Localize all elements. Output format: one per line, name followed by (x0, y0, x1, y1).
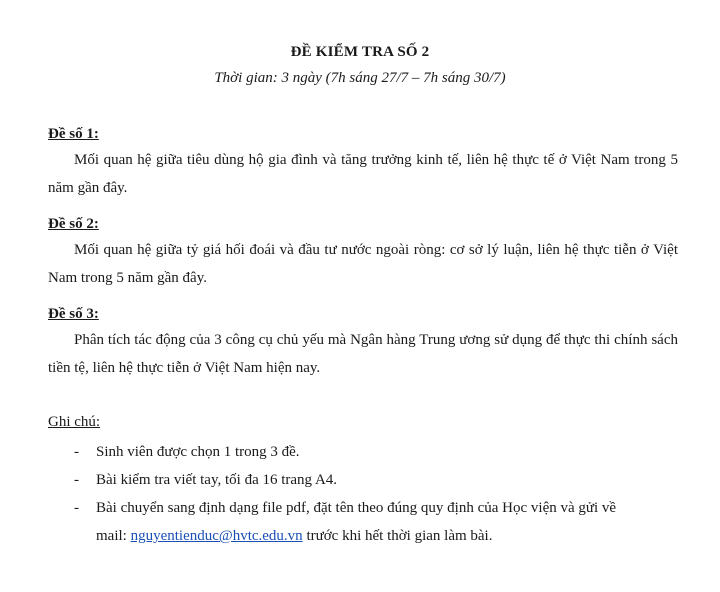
note-item-1 (48, 438, 678, 466)
topic-3-text: Phân tích tác động của 3 công cụ chủ yếu mà Ngân hàng Trung ương sử dụng để thực thi chính sách tiền tệ, liên hệ thực tiễn ở Việt Nam hiện nay. (48, 332, 678, 376)
topic-1-heading: Đề số 1: (48, 126, 99, 142)
note-item-2-text: Bài kiểm tra viết tay, tối đa 16 trang A4. (96, 472, 338, 488)
notes-section (48, 412, 678, 550)
topic-2-heading: Đề số 2: (48, 216, 99, 232)
topic-2-text: Mối quan hệ giữa tỷ giá hối đoái và đầu tư nước ngoài ròng: cơ sở lý luận, liên hệ thực tiễn ở Việt Nam trong 5 năm gần đây. (48, 242, 678, 286)
mail-label: mail: (96, 528, 127, 544)
bullet-dash: - (74, 500, 79, 516)
topic-2 (48, 214, 678, 292)
topic-3-heading: Đề số 3: (48, 306, 99, 322)
page-title: ĐỀ KIỂM TRA SỐ 2 (290, 44, 430, 60)
note-item-1-text: Sinh viên được chọn 1 trong 3 đề. (96, 444, 300, 460)
topic-1-text: Mối quan hệ giữa tiêu dùng hộ gia đình và tăng trưởng kinh tế, liên hệ thực tế ở Việt Nam trong 5 năm gần đây. (48, 152, 678, 196)
note-item-3 (48, 494, 678, 550)
topic-3 (48, 304, 678, 382)
note-item-3-text: Bài chuyển sang định dạng file pdf, đặt tên theo đúng quy định của Học viện và gửi về (96, 500, 617, 516)
email-link[interactable]: nguyentienduc@hvtc.edu.vn (130, 528, 303, 544)
note-item-2 (48, 466, 678, 494)
mail-suffix: trước khi hết thời gian làm bài. (306, 528, 493, 544)
topic-1 (48, 124, 678, 202)
notes-list (48, 438, 678, 550)
bullet-dash: - (74, 472, 79, 488)
time-subtitle: Thời gian: 3 ngày (7h sáng 27/7 – 7h sáng 30/7) (214, 70, 506, 86)
notes-heading: Ghi chú: (48, 414, 101, 430)
bullet-dash: - (74, 444, 79, 460)
